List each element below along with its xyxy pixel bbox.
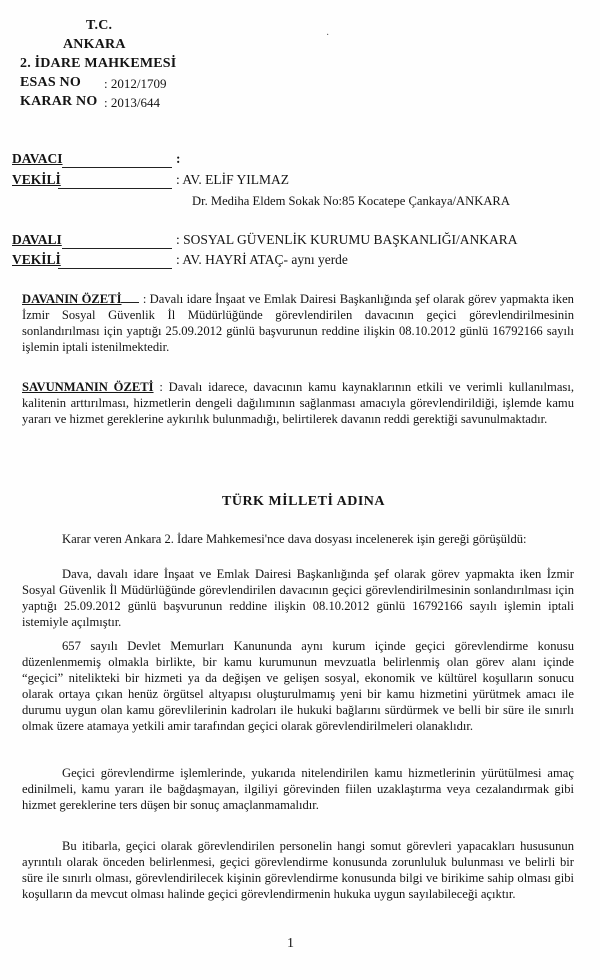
header-city: ANKARA xyxy=(63,37,126,52)
body-paragraph-1: Karar veren Ankara 2. İdare Mahkemesi'nce dava dosyası incelenerek işin gereği görüşüldü: xyxy=(62,532,527,546)
karar-value: : 2013/644 xyxy=(104,95,160,110)
karar-label: KARAR NO xyxy=(20,94,98,109)
page-number: 1 xyxy=(287,936,294,951)
dava-ozeti-paragraph xyxy=(22,291,574,355)
vekili-label: VEKİLİ xyxy=(12,172,61,187)
davali-label: DAVALI xyxy=(12,232,62,247)
vekili-rule xyxy=(58,188,172,189)
esas-label: ESAS NO xyxy=(20,75,81,90)
vekili-value: : AV. ELİF YILMAZ xyxy=(176,172,290,187)
davaci-label: DAVACI xyxy=(12,151,63,166)
body-paragraph-4: Geçici görevlendirme işlemlerinde, yukarıda nitelendirilen kamu hizmetlerinin yürütülmesi amaç edinilmeli, kamu yararı ile bağdaşmayan, ilgiliyi görevinden fiilen uzaklaştırma veya cezalandırmak gibi hizmet gereklerine ters düşen bir sonuç amaçlanmamalıdır. xyxy=(22,766,574,813)
davali-vekili-rule xyxy=(58,268,172,269)
davali-rule xyxy=(62,248,172,249)
davali-vekili-value: : AV. HAYRİ ATAÇ- aynı yerde xyxy=(176,252,348,267)
esas-value: : 2012/1709 xyxy=(104,76,167,91)
vekili-address: Dr. Mediha Eldem Sokak No:85 Kocatepe Çankaya/ANKARA xyxy=(192,194,510,208)
scan-mark: · xyxy=(326,30,330,41)
savunma-ozeti-text: : Davalı idarece, davacının kamu kaynaklarının etkili ve verimli kullanılması, kalitenin arttırılması, hizmetlerin dengeli dağılımının sağlanması amacıyla görevlendirildiği, işlemde kamu yararı ve hizmet gereklerine aykırılık bulunmadığı, belirtilerek davanın reddi gerektiği savunulmaktadır. xyxy=(22,380,574,427)
davali-vekili-label: VEKİLİ xyxy=(12,252,61,267)
savunma-ozeti-label: SAVUNMANIN ÖZETİ xyxy=(22,380,154,394)
body-paragraph-5: Bu itibarla, geçici olarak görevlendirilen personelin hangi somut görevleri yapacakları hususunun ayrıntılı olarak önceden belirlenmesi, geçici görevlendirme konusunda zorunluluk bulunması ve belirli bir süre ile sınırlı olması, görevlendirilecek kişinin görevlendirme konusunda bilgi ve birikime sahip olması gibi koşulların da mevcut olması halinde geçici görevlendirmenin hukuka uygun sayılabileceği açıktır. xyxy=(22,839,574,902)
davaci-colon: : xyxy=(176,151,181,166)
header-court: 2. İDARE MAHKEMESİ xyxy=(20,56,177,71)
savunma-ozeti-paragraph xyxy=(22,379,574,427)
header-tc: T.C. xyxy=(86,18,113,33)
davaci-rule xyxy=(62,167,172,168)
davali-value: : SOSYAL GÜVENLİK KURUMU BAŞKANLIĞI/ANKARA xyxy=(176,232,518,247)
decision-title: TÜRK MİLLETİ ADINA xyxy=(222,494,386,509)
body-paragraph-2: Dava, davalı idare İnşaat ve Emlak Dairesi Başkanlığında şef olarak görev yapmakta iken İzmir Sosyal Güvenlik İl Müdürlüğünde görevlendirilen davacının geçici görevlendirilmesinin sonlandırılması için yaptığı 25.09.2012 günlü başvurunun reddine ilişkin 08.10.2012 günlü 16792166 sayılı işlemin iptali istemiyle açılmıştır. xyxy=(22,567,574,630)
dava-ozeti-label: DAVANIN ÖZETİ xyxy=(22,292,122,306)
dava-ozeti-text: : Davalı idare İnşaat ve Emlak Dairesi Başkanlığında şef olarak görev yapmakta iken İzmir Sosyal Güvenlik İl Müdürlüğünde görevlendirilen davacının geçici görevlendirilmesinin sonlandırılması için yaptığı 25.09.2012 günlü başvurunun reddine ilişkin 08.10.2012 günlü 16792166 sayılı işlemin iptali istenilmektedir. xyxy=(22,292,574,355)
body-paragraph-3: 657 sayılı Devlet Memurları Kanununda aynı kurum içinde geçici görevlendirme konusu düzenlenmemiş olmakla birlikte, bir kamu kurumunun mevzuatla belirlenmiş olan görev alanı içinde “geçici” nitelikteki bir hizmeti ya da değişen ve gelişen sosyal, ekonomik ve kültürel koşulların sonucu olarak ortaya çıkan henüz örgütsel altyapısı oluşturulmamış yeni bir kamu hizmetini yürütmek amacı ile durumu uygun olan kamu görevlilerinin kadroları ile hukuki bağlarını sürdürmek ve belli bir süre ile sınırlı olmak üzere atamaya yetkili amir tarafından geçici olarak görevlendirilmeleri olanaklıdır. xyxy=(22,639,574,734)
